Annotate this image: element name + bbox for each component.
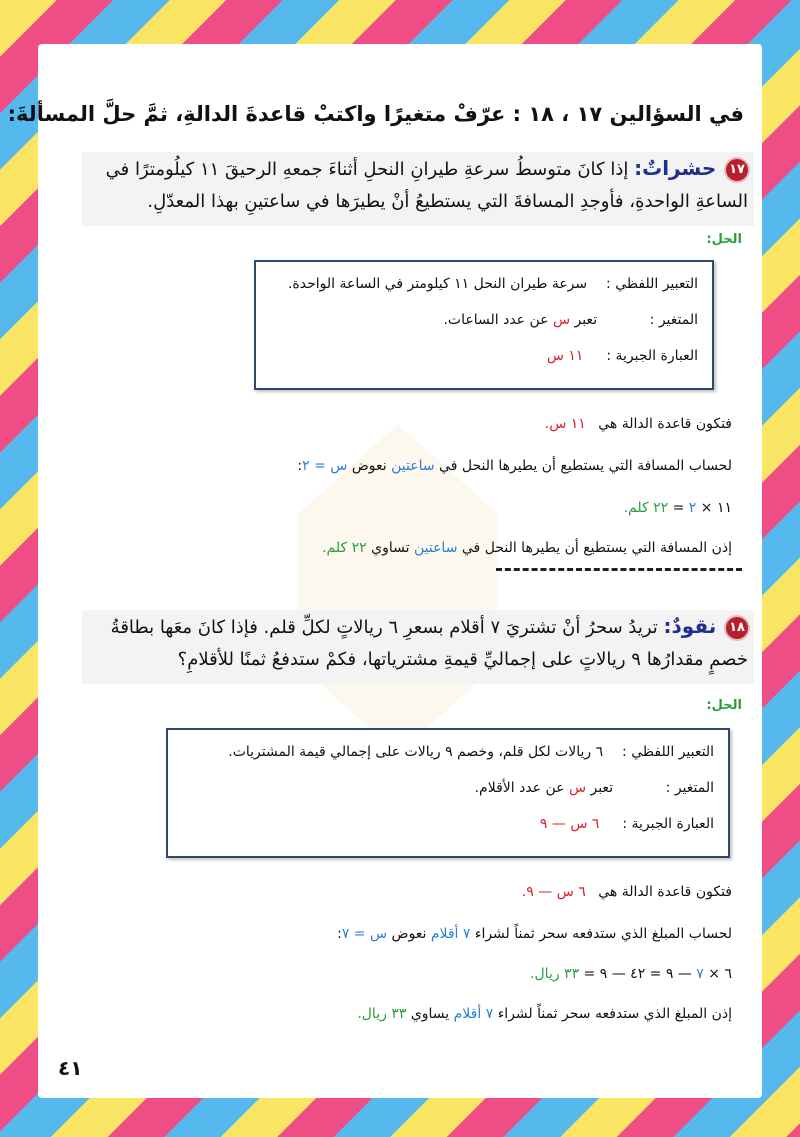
conclusion-line xyxy=(357,1006,732,1022)
variable-pre: تعبر xyxy=(590,780,614,796)
variable-pre: تعبر xyxy=(574,312,598,328)
algebraic-row xyxy=(540,816,714,832)
variable-symbol: س xyxy=(568,780,587,796)
question-number-badge: ١٧ xyxy=(726,159,748,181)
colon: : xyxy=(337,926,342,942)
verbal-label: التعبير اللفظي : xyxy=(622,744,714,760)
colon: : xyxy=(297,458,303,474)
algebraic-value: ١١ س xyxy=(546,348,584,364)
instructions-heading: في السؤالين ١٧ ، ١٨ : عرّفْ متغيرًا واكتبْ قاعدةَ الدالةِ، ثمَّ حلَّ المسألةَ: xyxy=(7,102,744,126)
variable-post: عن عدد الساعات. xyxy=(443,312,549,328)
conclusion-text: تساوي xyxy=(371,540,410,556)
page-sheet xyxy=(7,44,762,1098)
calc-term: — ٩ = ٤٢ — ٩ = xyxy=(583,966,692,982)
rule-value: ١١ س. xyxy=(544,416,586,432)
calc-term: ٧ xyxy=(696,966,704,982)
calculation-line xyxy=(624,500,732,516)
conclusion-value: ٢٢ كلم. xyxy=(322,540,367,556)
page-number: ٤١ xyxy=(58,1056,83,1080)
question-18 xyxy=(82,610,754,684)
question-text-line: تريدُ سحرُ أنْ تشتريَ ٧ أقلام بسعرِ ٦ ريالاتٍ لكلِّ قلم. فإذا كانَ معَها بطاقةُ xyxy=(110,617,658,638)
calculation-line xyxy=(530,966,732,982)
question-text-line: إذا كانَ متوسطُ سرعةِ طيرانِ النحلِ أثناءَ جمعهِ الرحيقَ ١١ كيلُومترًا في xyxy=(105,159,629,180)
conclusion-text: إذن المبلغ الذي ستدفعه سحر ثمناً لشراء xyxy=(497,1006,732,1022)
pens-value: ٧ أقلام xyxy=(430,926,471,942)
question-text-line: خصمٍ مقدارُها ٩ ريالاتٍ على إجماليِّ قيمةِ مشترياتها، فكمْ ستدفعُ ثمنًا للأقلامِ؟ xyxy=(177,649,748,670)
calc-term: = xyxy=(672,500,685,516)
question-title: نقودٌ: xyxy=(663,614,717,638)
question-title: حشراتٌ: xyxy=(634,156,717,180)
rule-value: ٦ س — ٩. xyxy=(521,884,586,900)
calc-term: ٢ xyxy=(688,500,697,516)
algebraic-label: العبارة الجبرية : xyxy=(606,348,698,364)
rule-text: فتكون قاعدة الدالة هي xyxy=(598,416,732,432)
rule-text: فتكون قاعدة الدالة هي xyxy=(598,884,732,900)
substitution-text: لحساب المسافة التي يستطيع أن يطيرها النحل في xyxy=(439,458,732,474)
hours-value: ساعتين xyxy=(391,458,435,474)
substitute-word: نعوض xyxy=(391,926,427,942)
variable-row xyxy=(443,312,698,328)
variable-label: المتغير : xyxy=(665,780,714,796)
substitution-value: س = ٢ xyxy=(302,458,348,474)
algebraic-value: ٦ س — ٩ xyxy=(539,816,600,832)
question-number-badge: ١٨ xyxy=(726,617,748,639)
hours-value: ساعتين xyxy=(413,540,458,556)
solution-line xyxy=(522,884,732,900)
answer-box-17 xyxy=(254,260,714,390)
substitute-word: نعوض xyxy=(351,458,387,474)
question-text-line: الساعةِ الواحدةِ، فأوجدِ المسافةَ التي يستطيعُ أنْ يطيرَها في ساعتينِ بهذا المعدّلِ. xyxy=(147,191,748,212)
solution-label: الحل: xyxy=(706,698,742,713)
pens-value: ٧ أقلام xyxy=(453,1006,494,1022)
variable-symbol: س xyxy=(552,312,571,328)
solution-label: الحل: xyxy=(706,232,742,247)
substitution-value: س = ٧ xyxy=(341,926,388,942)
question-17 xyxy=(82,152,754,226)
calc-term: ١١ × xyxy=(700,500,732,516)
verbal-value: ٦ ريالات لكل قلم، وخصم ٩ ريالات على إجمالي قيمة المشتريات. xyxy=(228,744,604,760)
conclusion-text: إذن المسافة التي يستطيع أن يطيرها النحل في xyxy=(461,540,732,556)
variable-row xyxy=(475,780,714,796)
solution-line xyxy=(337,926,732,942)
answer-box-18 xyxy=(166,728,730,858)
solution-line xyxy=(545,416,732,432)
section-divider xyxy=(496,568,742,571)
conclusion-text: يساوي xyxy=(410,1006,450,1022)
verbal-row xyxy=(288,276,698,292)
calc-term: ٦ × xyxy=(708,966,732,982)
conclusion-line xyxy=(322,540,732,556)
calc-result: ٢٢ كلم. xyxy=(623,500,669,516)
verbal-label: التعبير اللفظي : xyxy=(606,276,698,292)
conclusion-value: ٣٣ ريال. xyxy=(357,1006,407,1022)
calc-result: ٣٣ ريال. xyxy=(530,966,580,982)
variable-label: المتغير : xyxy=(649,312,698,328)
substitution-text: لحساب المبلغ الذي ستدفعه سحر ثمناً لشراء xyxy=(474,926,732,942)
algebraic-row xyxy=(547,348,698,364)
algebraic-label: العبارة الجبرية : xyxy=(622,816,714,832)
variable-post: عن عدد الأقلام. xyxy=(474,780,565,796)
solution-line xyxy=(297,458,732,474)
verbal-value: سرعة طيران النحل ١١ كيلومتر في الساعة الواحدة. xyxy=(287,276,588,292)
verbal-row xyxy=(228,744,714,760)
